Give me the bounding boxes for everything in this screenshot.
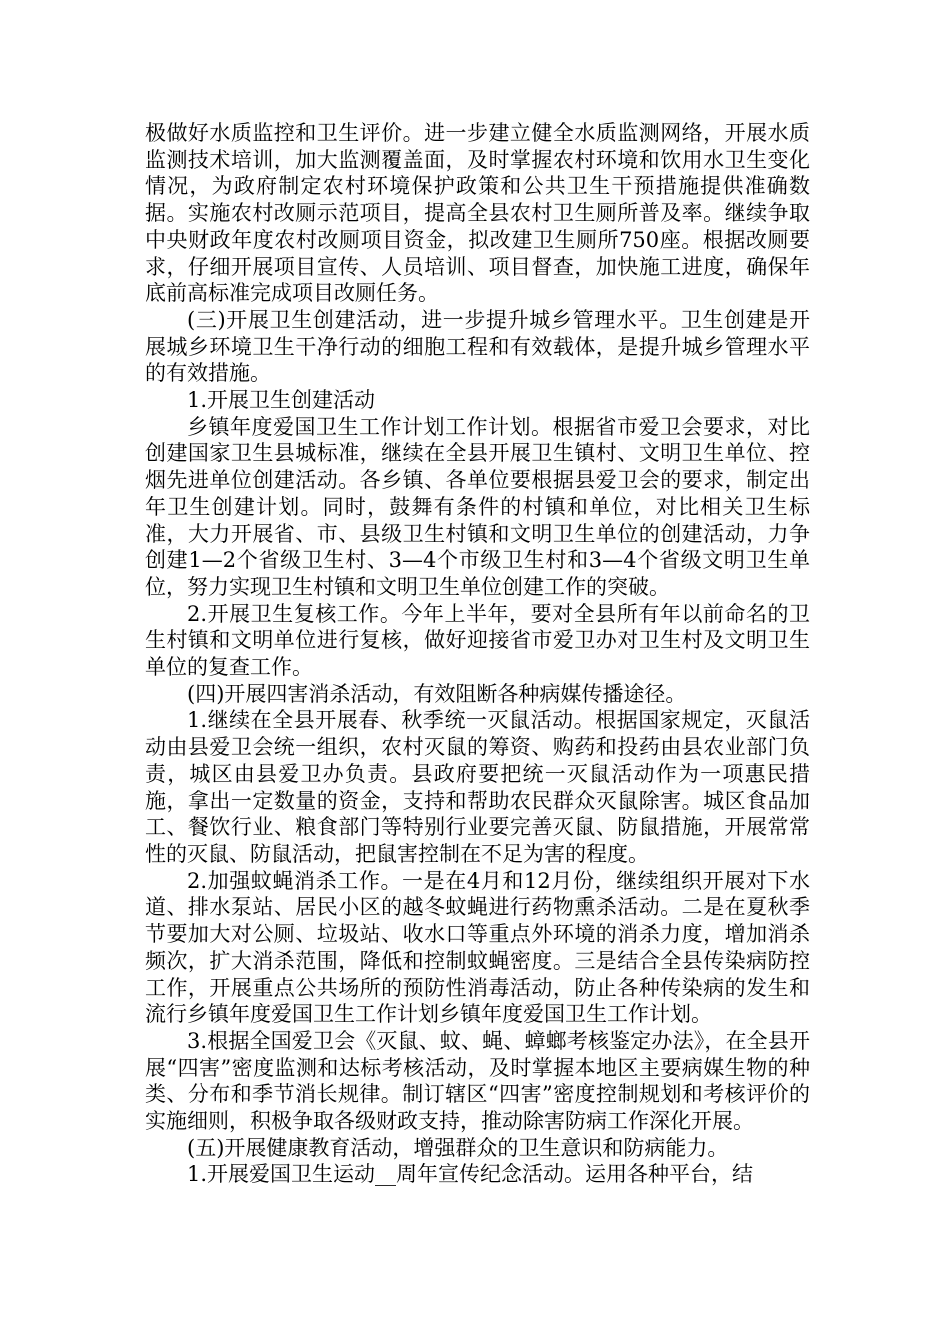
paragraph-section-three-heading: (三)开展卫生创建活动，进一步提升城乡管理水平。卫生创建是开展城乡环境卫生干净行动的细胞工程和有效载体，是提升城乡管理水平的有效措施。 [145, 307, 810, 386]
document-page [145, 120, 810, 1188]
paragraph-item-1-title: 1.开展卫生创建活动 [187, 388, 376, 413]
paragraph-rodent-control: 1.继续在全县开展春、秋季统一灭鼠活动。根据国家规定，灭鼠活动由县爱卫会统一组织，农村灭鼠的筹资、购药和投药由县农业部门负责，城区由县爱卫办负责。县政府要把统一灭鼠活动作为一项惠民措施，拿出一定数量的资金，支持和帮助农民群众灭鼠除害。城区食品加工、餐饮行业、粮食部门等特别行业要完善灭鼠、防鼠措施，开展常常性的灭鼠、防鼠活动，把鼠害控制在不足为害的程度。 [145, 708, 810, 866]
paragraph-water-quality: 极做好水质监控和卫生评价。进一步建立健全水质监测网络，开展水质监测技术培训，加大监测覆盖面，及时掌握农村环境和饮用水卫生变化情况，为政府制定农村环境保护政策和公共卫生干预措施提供准确数据。实施农村改厕示范项目，提高全县农村卫生厕所普及率。继续争取中央财政年度农村改厕项目资金，拟改建卫生厕所750座。根据改厕要求，仔细开展项目宣传、人员培训、项目督查，加快施工进度，确保年底前高标准完成项目改厕任务。 [145, 121, 810, 306]
paragraph-four-pests-monitoring: 3.根据全国爱卫会《灭鼠、蚊、蝇、蟑螂考核鉴定办法》，在全县开展“四害”密度监测和达标考核活动，及时掌握本地区主要病媒生物的种类、分布和季节消长规律。制订辖区“四害”密度控制规划和考核评价的实施细则，积极争取各级财政支持，推动除害防病工作深化开展。 [145, 1028, 810, 1134]
paragraph-section-four-heading: (四)开展四害消杀活动，有效阻断各种病媒传播途径。 [187, 681, 687, 706]
paragraph-mosquito-fly-control: 2.加强蚊蝇消杀工作。一是在4月和12月份，继续组织开展对下水道、排水泵站、居民小区的越冬蚊蝇进行药物熏杀活动。二是在夏秋季节要加大对公厕、垃圾站、收水口等重点外环境的消杀力度，增加消杀频次，扩大消杀范围，降低和控制蚊蝇密度。三是结合全县传染病防控工作，开展重点公共场所的预防性消毒活动，防止各种传染病的发生和流行乡镇年度爱国卫生工作计划乡镇年度爱国卫生工作计划。 [145, 868, 810, 1027]
paragraph-anniversary-campaign: 1.开展爱国卫生运动__周年宣传纪念活动。运用各种平台，结 [187, 1162, 754, 1187]
paragraph-health-creation: 乡镇年度爱国卫生工作计划工作计划。根据省市爱卫会要求，对比创建国家卫生县城标准，继续在全县开展卫生镇村、文明卫生单位、控烟先进单位创建活动。各乡镇、各单位要根据县爱卫会的要求，制定出年卫生创建计划。同时，鼓舞有条件的村镇和单位，对比相关卫生标准，大力开展省、市、县级卫生村镇和文明卫生单位的创建活动，力争创建1—2个省级卫生村、3—4个市级卫生村和3—4个省级文明卫生单位，努力实现卫生村镇和文明卫生单位创建工作的突破。 [145, 414, 810, 599]
paragraph-section-five-heading: (五)开展健康教育活动，增强群众的卫生意识和防病能力。 [187, 1135, 729, 1160]
paragraph-review-work: 2.开展卫生复核工作。今年上半年，要对全县所有年以前命名的卫生村镇和文明单位进行复核，做好迎接省市爱卫办对卫生村及文明卫生单位的复查工作。 [145, 601, 810, 680]
